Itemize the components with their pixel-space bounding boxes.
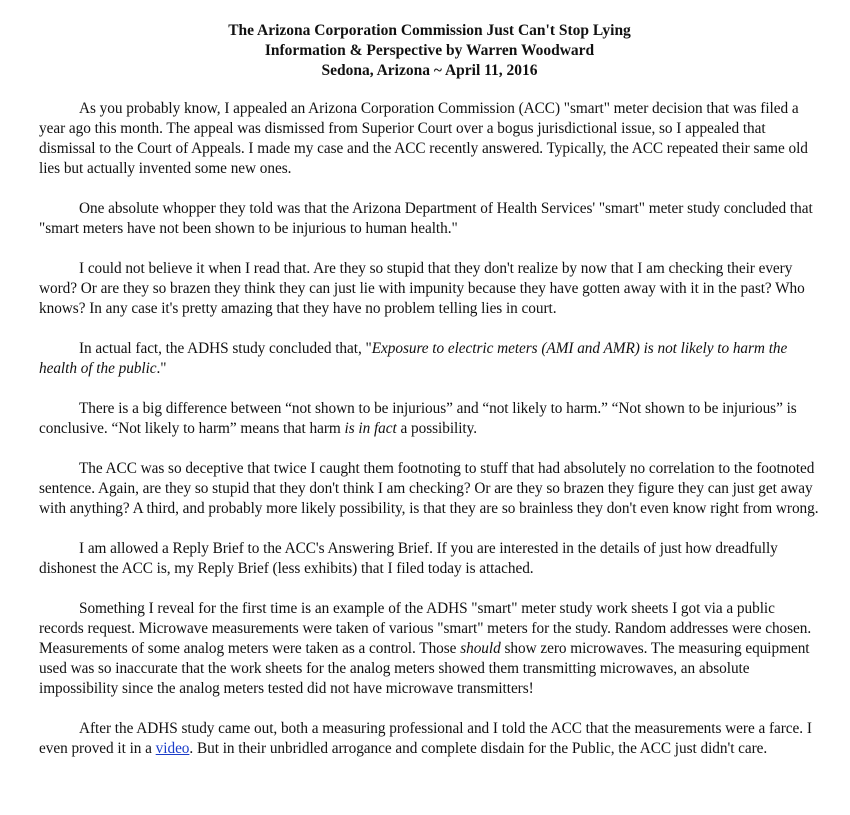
paragraph-1-text: As you probably know, I appealed an Arizona Corporation Commission (ACC) "smart" meter decision that was filed a year ago this month. The appeal was dismissed from Superior Court over a bogus jurisdictional issue, so I appealed that dismissal to the Court of Appeals. I made my case and the ACC recently answered. Typically, the ACC repeated their same old lies but actually invented some new ones. — [39, 100, 808, 177]
paragraph-5-emphasis: is in fact — [344, 420, 397, 437]
paragraph-8-emphasis: should — [460, 640, 501, 657]
paragraph-9-text-a: After the ADHS study came out, both a measuring professional and I told the ACC that the measurements were a farce. I even proved it in a — [39, 720, 812, 757]
paragraph-4-quote: Exposure to electric meters (AMI and AMR) is not likely to harm the health of the public — [39, 340, 788, 377]
document-title: The Arizona Corporation Commission Just Can't Stop Lying — [228, 22, 631, 39]
paragraph-8 — [39, 599, 820, 699]
paragraph-3 — [39, 259, 820, 319]
paragraph-9 — [39, 719, 820, 759]
paragraph-5 — [39, 399, 820, 439]
paragraph-6-text: The ACC was so deceptive that twice I caught them footnoting to stuff that had absolutely no correlation to the footnoted sentence. Again, are they so stupid that they don't think I am checking? Or are they so brazen they figure they can just get away with anything? A third, and probably more likely possibility, is that they are so brainless they don't even know right from wrong. — [39, 460, 819, 517]
paragraph-3-text: I could not believe it when I read that. Are they so stupid that they don't realize by now that I am checking their every word? Or are they so brazen they think they can just lie with impunity because they have gotten away with it in the past? Who knows? In any case it's pretty amazing that they have no problem telling lies in court. — [39, 260, 805, 317]
paragraph-7-text: I am allowed a Reply Brief to the ACC's Answering Brief. If you are interested in the details of just how dreadfully dishonest the ACC is, my Reply Brief (less exhibits) that I filed today is attached. — [39, 540, 778, 577]
paragraph-4-text-b: ." — [156, 360, 167, 377]
document-header — [39, 0, 820, 81]
document-byline: Information & Perspective by Warren Woodward — [264, 42, 595, 59]
paragraph-2-text: One absolute whopper they told was that the Arizona Department of Health Services' "smart" meter study concluded that "smart meters have not been shown to be injurious to human health." — [39, 200, 813, 237]
paragraph-4-text-a: In actual fact, the ADHS study concluded that, " — [79, 340, 372, 357]
video-link[interactable]: video — [155, 740, 190, 757]
paragraph-8-text-b: show zero microwaves. The measuring equipment used was so inaccurate that the work sheets for the analog meters showed them transmitting microwaves, an absolute impossibility since the analog meters tested did not have microwave transmitters! — [39, 640, 810, 697]
paragraph-9-text-b: . But in their unbridled arrogance and complete disdain for the Public, the ACC just didn't care. — [189, 740, 768, 757]
paragraph-7 — [39, 539, 820, 579]
document-dateline: Sedona, Arizona ~ April 11, 2016 — [321, 62, 538, 79]
paragraph-5-text-b: a possibility. — [396, 420, 478, 437]
paragraph-8-text-a: Something I reveal for the first time is an example of the ADHS "smart" meter study work sheets I got via a public records request. Microwave measurements were taken of various "smart" meters for the study. Random addresses were chosen. Measurements of some analog meters were taken as a control. Those — [39, 600, 812, 657]
paragraph-5-text-a: There is a big difference between “not shown to be injurious” and “not likely to harm.” “Not shown to be injurious” is conclusive. “Not likely to harm” means that harm — [39, 400, 797, 437]
paragraph-6 — [39, 459, 820, 519]
paragraph-2 — [39, 199, 820, 239]
paragraph-1 — [39, 99, 820, 179]
paragraph-4 — [39, 339, 820, 379]
